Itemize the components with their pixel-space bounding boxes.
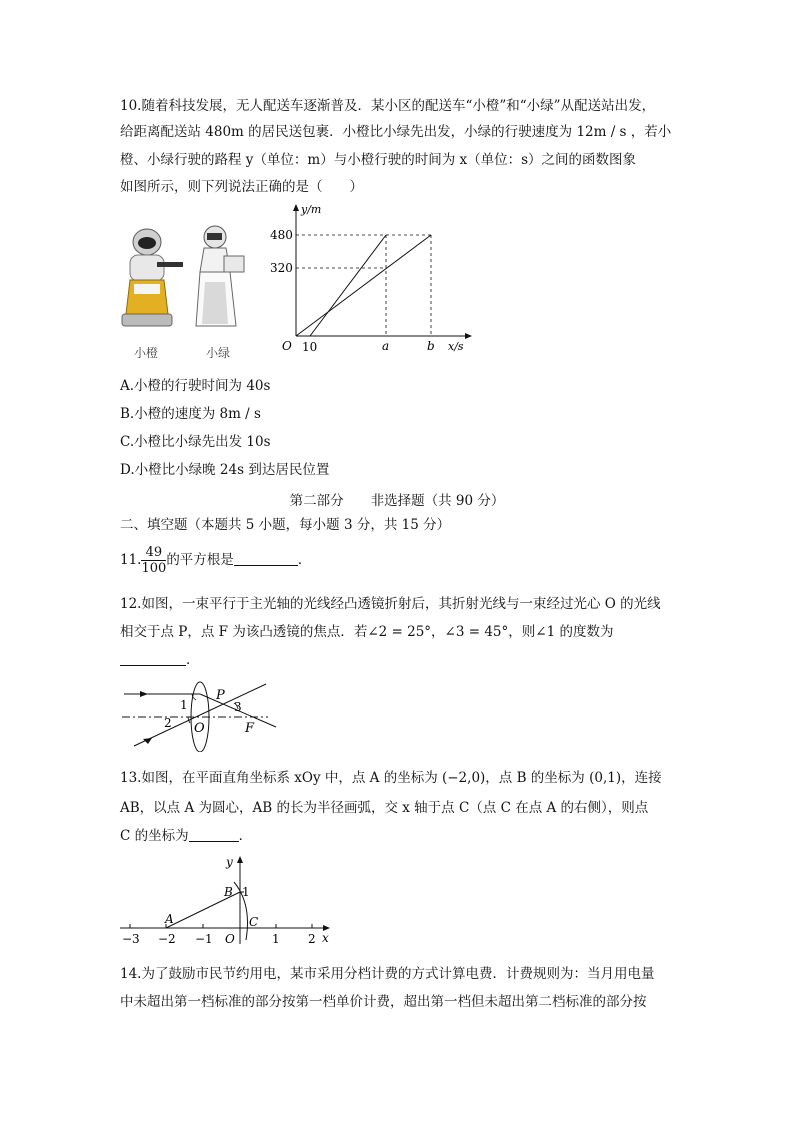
graph-tick-480: 480: [270, 228, 293, 242]
coord-x-label: x: [322, 931, 329, 945]
point-b-label: B: [224, 885, 233, 899]
robot-green-image: [196, 226, 244, 326]
section-two-heading: 二、填空题（本题共 5 小题，每小题 3 分，共 15 分）: [120, 517, 451, 533]
tick-x-neg1: −1: [195, 932, 213, 946]
line-orange: [296, 235, 431, 336]
q12-answer-blank: [120, 651, 186, 666]
q11-numerator: 49: [141, 545, 166, 561]
robot-illustration: [112, 222, 252, 337]
tick-x-neg2: −2: [158, 932, 176, 946]
q11-number: 11.: [120, 552, 142, 568]
graph-tick-a: a: [382, 339, 390, 353]
q13-line-3: C 的坐标为 ．: [120, 828, 253, 844]
angle-3-label: 3: [234, 700, 242, 714]
distance-time-graph: [268, 198, 478, 360]
robot-label-green: 小绿: [206, 346, 231, 360]
graph-origin: O: [282, 339, 292, 353]
parallel-ray-arrow: [140, 691, 148, 697]
q10-line-1: 10.随着科技发展，无人配送车逐渐普及．某小区的配送车“小橙”和“小绿”从配送站出发，: [120, 98, 656, 114]
graph-x-label: x/s: [448, 340, 464, 353]
q10-line-3: 橙、小绿行驶的路程 y（单位：m）与小橙行驶的时间为 x（单位：s）之间的函数图象: [120, 152, 637, 168]
robot-label-orange: 小橙: [134, 346, 159, 360]
point-c-label: C: [249, 915, 259, 929]
point-o-label: O: [194, 721, 205, 736]
angle-2-label: 2: [164, 716, 172, 730]
q13-line-2: AB，以点 A 为圆心，AB 的长为半径画弧，交 x 轴于点 C（点 C 在点 A 的右侧），则点: [120, 800, 649, 816]
graph-tick-320: 320: [270, 261, 293, 275]
q10-line-4: 如图所示，则下列说法正确的是（ ）: [120, 179, 363, 195]
line-green: [310, 235, 386, 336]
q11-fraction: [141, 545, 166, 576]
coord-y-arrow: [237, 856, 243, 863]
coord-origin: O: [225, 932, 235, 946]
tick-x-2: 2: [308, 932, 316, 946]
q14-line-1: 14.为了鼓励市民节约用电，某市采用分档计费的方式计算电费．计费规则为：当月用电量: [120, 966, 655, 982]
q10-option-a: A.小橙的行驶时间为 40s: [120, 378, 271, 394]
q10-line-2: 给距离配送站 480m 的居民送包裹．小橙比小绿先出发，小绿的行驶速度为 12m / s ，若小: [120, 124, 672, 140]
q10-option-d: D.小橙比小绿晚 24s 到达居民位置: [120, 462, 330, 478]
robot-orange-image: [122, 229, 183, 326]
point-p-label: P: [216, 688, 225, 703]
q12-line-2: 相交于点 P，点 F 为该凸透镜的焦点．若∠2 = 25°，∠3 = 45°，则∠1 的度数为: [120, 624, 614, 640]
y-axis-arrow: [293, 204, 299, 211]
lens-diagram: [118, 676, 288, 752]
q11-text: 的平方根是: [166, 552, 234, 568]
part-two-heading: 第二部分 非选择题（共 90 分）: [289, 493, 505, 509]
q14-line-2: 中未超出第一档标准的部分按第一档单价计费，超出第一档但未超出第二档标准的部分按: [120, 994, 647, 1010]
coord-y-label: y: [226, 855, 233, 869]
graph-y-label: y/m: [301, 203, 322, 216]
q12-line-3: ．: [120, 650, 200, 670]
q13-line-3-text: C 的坐标为: [120, 828, 189, 844]
q10-option-c: C.小橙比小绿先出发 10s: [120, 434, 271, 450]
graph-tick-b: b: [427, 339, 435, 353]
q12-line-1: 12.如图，一束平行于主光轴的光线经凸透镜折射后，其折射光线与一束经过光心 O 的光线: [120, 596, 661, 612]
coordinate-diagram: [116, 852, 336, 950]
point-a-label: A: [165, 912, 174, 926]
center-ray: [134, 684, 266, 746]
angle-1-label: 1: [180, 698, 188, 712]
q13-line-1: 13.如图，在平面直角坐标系 xOy 中，点 A 的坐标为 (−2,0)，点 B 的坐标为 (0,1)，连接: [120, 770, 662, 786]
q10-option-b: B.小橙的速度为 8m / s: [120, 406, 261, 422]
q11-answer-blank: [234, 551, 298, 566]
tick-y-1: 1: [242, 885, 250, 899]
q13-answer-blank: [189, 827, 239, 842]
q11-denominator: 100: [141, 561, 167, 576]
x-axis-arrow: [465, 333, 472, 339]
tick-x-neg3: −3: [122, 932, 140, 946]
point-f-label: F: [245, 721, 255, 736]
tick-x-1: 1: [272, 932, 280, 946]
graph-tick-10: 10: [302, 340, 318, 354]
q11: 11. $\frac{49}{100}$ 的平方根是 ．: [120, 545, 312, 576]
